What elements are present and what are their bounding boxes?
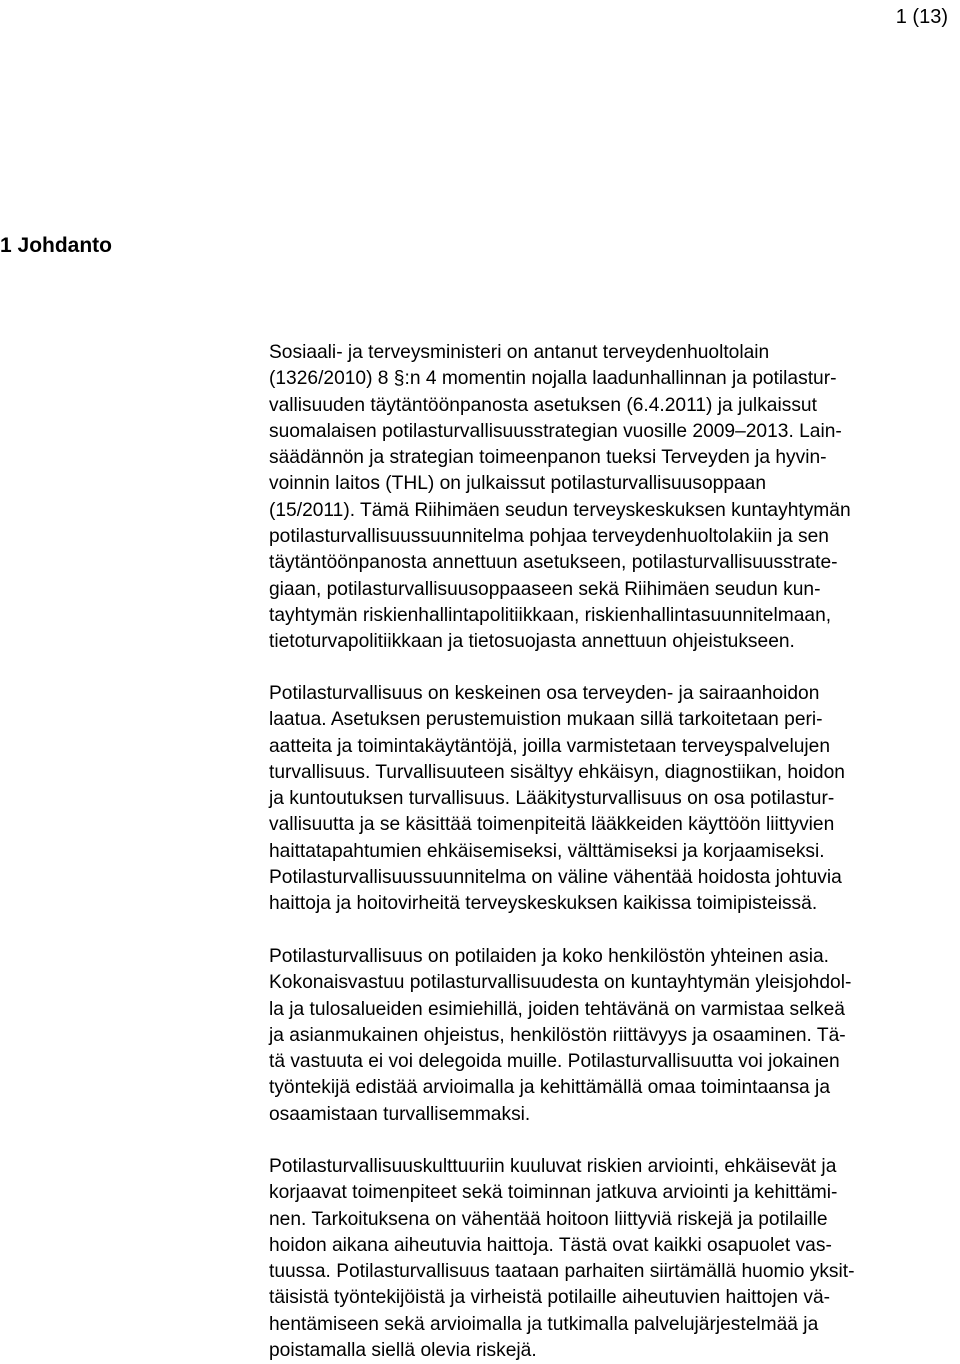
paragraph-line: hoidon aikana aiheutuvia haittoja. Tästä ovat kaikki osapuolet vas-	[269, 1234, 832, 1256]
paragraph-line: täytäntöönpanosta annettuun asetukseen, potilasturvallisuusstrate-	[269, 552, 838, 574]
paragraph-line: vallisuutta ja se käsittää toimenpiteitä lääkkeiden käyttöön liittyvien	[269, 814, 835, 836]
paragraph-line: giaan, potilasturvallisuusoppaaseen sekä Riihimäen seudun kun-	[269, 578, 821, 600]
paragraph-line: hentämiseen sekä arvioimalla ja tutkimalla palvelujärjestelmää ja	[269, 1313, 819, 1335]
paragraph-line: haittoja ja hoitovirheitä terveyskeskuksen kaikissa toimipisteissä.	[269, 893, 818, 915]
chapter-heading: 1 Johdanto	[0, 234, 113, 257]
paragraph-2	[269, 681, 845, 918]
paragraph-line: tayhtymän riskienhallintapolitiikkaan, riskienhallintasuunnitelmaan,	[269, 604, 832, 626]
paragraph-line: työntekijä edistää arvioimalla ja kehittämällä omaa toimintaansa ja	[269, 1077, 830, 1099]
paragraph-line: Potilasturvallisuussuunnitelma on väline vähentää hoidosta johtuvia	[269, 867, 842, 889]
paragraph-1	[269, 340, 851, 656]
paragraph-line: suomalaisen potilasturvallisuusstrategian vuosille 2009–2013. Lain-	[269, 420, 842, 442]
paragraph-line: Potilasturvallisuus on keskeinen osa terveyden- ja sairaanhoidon	[269, 683, 820, 704]
paragraph-4	[269, 1154, 855, 1364]
paragraph-line: (1326/2010) 8 §:n 4 momentin nojalla laadunhallinnan ja potilastur-	[269, 368, 837, 390]
paragraph-line: turvallisuus. Turvallisuuteen sisältyy ehkäisyn, diagnostiikan, hoidon	[269, 761, 845, 783]
paragraph-line: säädännön ja strategian toimeenpanon tueksi Terveyden ja hyvin-	[269, 447, 827, 469]
paragraph-line: tietoturvapolitiikkaan ja tietosuojasta annettuun ohjeistukseen.	[269, 631, 795, 653]
paragraph-line: osaamistaan turvallisemmaksi.	[269, 1103, 531, 1125]
paragraph-line: haittatapahtumien ehkäisemiseksi, välttämiseksi ja korjaamiseksi.	[269, 840, 825, 862]
paragraph-line: tä vastuuta ei voi delegoida muille. Potilasturvallisuutta voi jokainen	[269, 1051, 840, 1073]
paragraph-line: Potilasturvallisuus on potilaiden ja koko henkilöstön yhteinen asia.	[269, 946, 829, 967]
paragraph-line: laatua. Asetuksen perustemuistion mukaan sillä tarkoitetaan peri-	[269, 709, 823, 731]
paragraph-line: ja kuntoutuksen turvallisuus. Lääkitysturvallisuus on osa potilastur-	[269, 788, 835, 810]
paragraph-line: vallisuuden täytäntöönpanosta asetuksen (6.4.2011) ja julkaissut	[269, 394, 817, 416]
page-number: 1 (13)	[895, 6, 948, 28]
paragraph-line: aatteita ja toimintakäytäntöjä, joilla varmistetaan terveyspalvelujen	[269, 735, 831, 757]
paragraph-3	[269, 944, 851, 1128]
paragraph-line: täisistä työntekijöistä ja virheistä potilaille aiheutuvien haittojen vä-	[269, 1287, 831, 1309]
paragraph-line: voinnin laitos (THL) on julkaissut potilasturvallisuusoppaan	[269, 473, 767, 495]
paragraph-line: potilasturvallisuussuunnitelma pohjaa terveydenhuoltolakiin ja sen	[269, 526, 829, 548]
paragraph-line: Sosiaali- ja terveysministeri on antanut terveydenhuoltolain	[269, 342, 770, 363]
paragraph-line: Kokonaisvastuu potilasturvallisuudesta on kuntayhtymän yleisjohdol-	[269, 972, 852, 994]
paragraph-line: ja asianmukainen ohjeistus, henkilöstön riittävyys ja osaaminen. Tä-	[269, 1024, 846, 1046]
paragraph-line: poistamalla siellä olevia riskejä.	[269, 1340, 537, 1362]
paragraph-line: (15/2011). Tämä Riihimäen seudun terveyskeskuksen kuntayhtymän	[269, 499, 851, 521]
paragraph-line: la ja tulosalueiden esimiehillä, joiden tehtävänä on varmistaa selkeä	[269, 998, 845, 1020]
paragraph-line: nen. Tarkoituksena on vähentää hoitoon liittyviä riskejä ja potilaille	[269, 1208, 828, 1230]
paragraph-line: Potilasturvallisuuskulttuuriin kuuluvat riskien arviointi, ehkäisevät ja	[269, 1156, 837, 1177]
paragraph-line: korjaavat toimenpiteet sekä toiminnan jatkuva arviointi ja kehittämi-	[269, 1182, 838, 1204]
paragraph-line: tuussa. Potilasturvallisuus taataan parhaiten siirtämällä huomio yksit-	[269, 1261, 855, 1283]
